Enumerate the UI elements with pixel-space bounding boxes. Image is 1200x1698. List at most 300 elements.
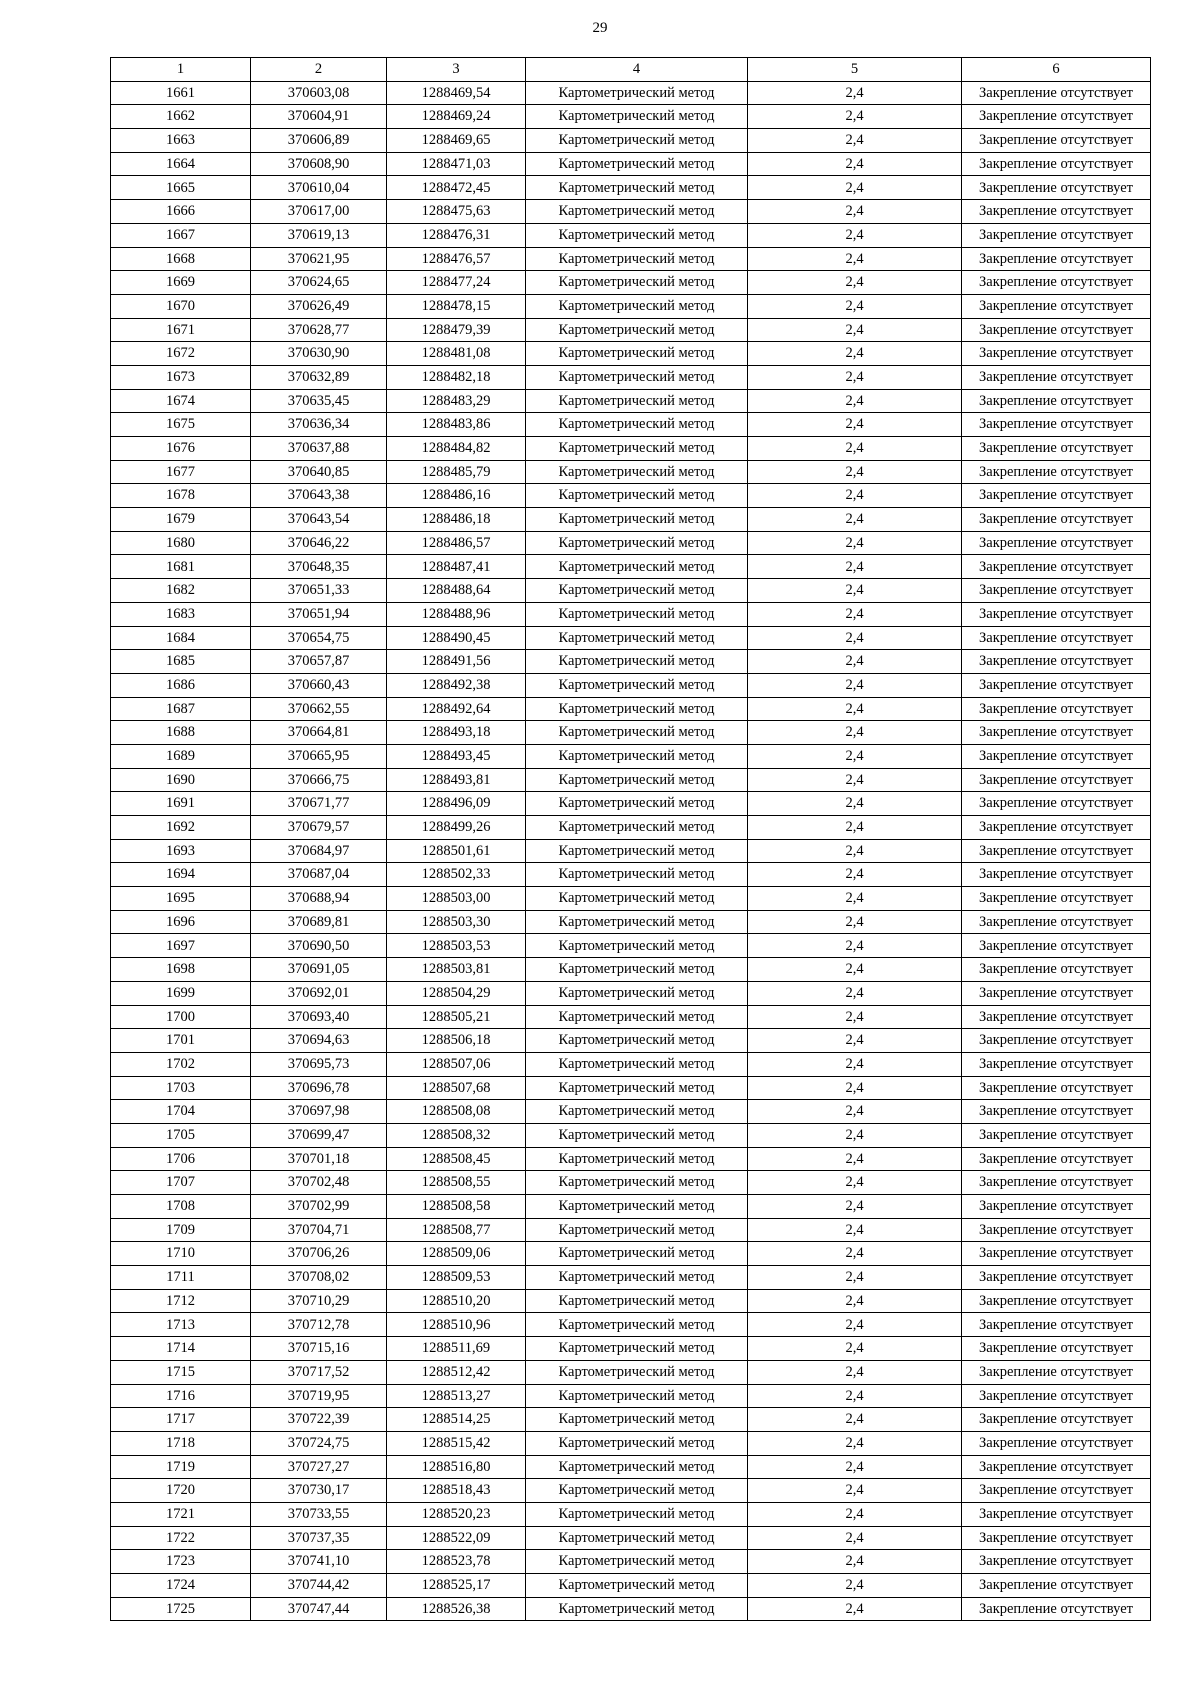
- fixing-description-cell: Закрепление отсутствует: [962, 1005, 1151, 1029]
- fixing-description-cell: Закрепление отсутствует: [962, 602, 1151, 626]
- fixing-description-cell: Закрепление отсутствует: [962, 1360, 1151, 1384]
- table-row: [111, 484, 1151, 508]
- table-row: [111, 1147, 1151, 1171]
- precision-cell: 2,4: [748, 1171, 962, 1195]
- fixing-description-cell: Закрепление отсутствует: [962, 1266, 1151, 1290]
- table-row: [111, 650, 1151, 674]
- fixing-description-cell: Закрепление отсутствует: [962, 792, 1151, 816]
- x-coordinate-cell: 370643,54: [251, 508, 387, 532]
- fixing-description-cell: Закрепление отсутствует: [962, 389, 1151, 413]
- table-row: [111, 1479, 1151, 1503]
- x-coordinate-cell: 370603,08: [251, 81, 387, 105]
- table-row: [111, 1455, 1151, 1479]
- method-cell: Картометрический метод: [526, 460, 748, 484]
- table-row: [111, 531, 1151, 555]
- table-row: [111, 200, 1151, 224]
- table-row: [111, 1266, 1151, 1290]
- point-number-cell: 1722: [111, 1526, 251, 1550]
- precision-cell: 2,4: [748, 531, 962, 555]
- x-coordinate-cell: 370666,75: [251, 768, 387, 792]
- precision-cell: 2,4: [748, 129, 962, 153]
- precision-cell: 2,4: [748, 816, 962, 840]
- x-coordinate-cell: 370695,73: [251, 1052, 387, 1076]
- x-coordinate-cell: 370630,90: [251, 342, 387, 366]
- fixing-description-cell: Закрепление отсутствует: [962, 1242, 1151, 1266]
- method-cell: Картометрический метод: [526, 1289, 748, 1313]
- y-coordinate-cell: 1288503,81: [387, 958, 526, 982]
- table-row: [111, 318, 1151, 342]
- method-cell: Картометрический метод: [526, 1100, 748, 1124]
- method-cell: Картометрический метод: [526, 1076, 748, 1100]
- x-coordinate-cell: 370637,88: [251, 437, 387, 461]
- y-coordinate-cell: 1288523,78: [387, 1550, 526, 1574]
- fixing-description-cell: Закрепление отсутствует: [962, 176, 1151, 200]
- table-row: [111, 271, 1151, 295]
- x-coordinate-cell: 370660,43: [251, 673, 387, 697]
- y-coordinate-cell: 1288486,57: [387, 531, 526, 555]
- precision-cell: 2,4: [748, 1147, 962, 1171]
- precision-cell: 2,4: [748, 81, 962, 105]
- fixing-description-cell: Закрепление отсутствует: [962, 1029, 1151, 1053]
- point-number-cell: 1674: [111, 389, 251, 413]
- point-number-cell: 1712: [111, 1289, 251, 1313]
- y-coordinate-cell: 1288513,27: [387, 1384, 526, 1408]
- x-coordinate-cell: 370626,49: [251, 294, 387, 318]
- precision-cell: 2,4: [748, 1076, 962, 1100]
- table-row: [111, 1502, 1151, 1526]
- precision-cell: 2,4: [748, 1100, 962, 1124]
- method-cell: Картометрический метод: [526, 1574, 748, 1598]
- x-coordinate-cell: 370690,50: [251, 934, 387, 958]
- y-coordinate-cell: 1288507,06: [387, 1052, 526, 1076]
- table-row: [111, 105, 1151, 129]
- y-coordinate-cell: 1288486,18: [387, 508, 526, 532]
- method-cell: Картометрический метод: [526, 1266, 748, 1290]
- method-cell: Картометрический метод: [526, 721, 748, 745]
- fixing-description-cell: Закрепление отсутствует: [962, 1550, 1151, 1574]
- method-cell: Картометрический метод: [526, 1502, 748, 1526]
- y-coordinate-cell: 1288478,15: [387, 294, 526, 318]
- point-number-cell: 1696: [111, 910, 251, 934]
- fixing-description-cell: Закрепление отсутствует: [962, 673, 1151, 697]
- precision-cell: 2,4: [748, 389, 962, 413]
- precision-cell: 2,4: [748, 958, 962, 982]
- precision-cell: 2,4: [748, 673, 962, 697]
- precision-cell: 2,4: [748, 1455, 962, 1479]
- method-cell: Картометрический метод: [526, 1550, 748, 1574]
- x-coordinate-cell: 370719,95: [251, 1384, 387, 1408]
- method-cell: Картометрический метод: [526, 816, 748, 840]
- method-cell: Картометрический метод: [526, 934, 748, 958]
- method-cell: Картометрический метод: [526, 910, 748, 934]
- method-cell: Картометрический метод: [526, 508, 748, 532]
- table-row: [111, 1337, 1151, 1361]
- fixing-description-cell: Закрепление отсутствует: [962, 1526, 1151, 1550]
- y-coordinate-cell: 1288499,26: [387, 816, 526, 840]
- method-cell: Картометрический метод: [526, 271, 748, 295]
- y-coordinate-cell: 1288525,17: [387, 1574, 526, 1598]
- fixing-description-cell: Закрепление отсутствует: [962, 1123, 1151, 1147]
- fixing-description-cell: Закрепление отсутствует: [962, 555, 1151, 579]
- fixing-description-cell: Закрепление отсутствует: [962, 460, 1151, 484]
- table-row: [111, 792, 1151, 816]
- x-coordinate-cell: 370646,22: [251, 531, 387, 555]
- y-coordinate-cell: 1288522,09: [387, 1526, 526, 1550]
- y-coordinate-cell: 1288492,64: [387, 697, 526, 721]
- fixing-description-cell: Закрепление отсутствует: [962, 342, 1151, 366]
- method-cell: Картометрический метод: [526, 223, 748, 247]
- point-number-cell: 1710: [111, 1242, 251, 1266]
- table-row: [111, 579, 1151, 603]
- point-number-cell: 1686: [111, 673, 251, 697]
- fixing-description-cell: Закрепление отсутствует: [962, 1313, 1151, 1337]
- y-coordinate-cell: 1288485,79: [387, 460, 526, 484]
- x-coordinate-cell: 370717,52: [251, 1360, 387, 1384]
- x-coordinate-cell: 370604,91: [251, 105, 387, 129]
- fixing-description-cell: Закрепление отсутствует: [962, 484, 1151, 508]
- x-coordinate-cell: 370648,35: [251, 555, 387, 579]
- precision-cell: 2,4: [748, 1479, 962, 1503]
- fixing-description-cell: Закрепление отсутствует: [962, 318, 1151, 342]
- x-coordinate-cell: 370724,75: [251, 1431, 387, 1455]
- point-number-cell: 1724: [111, 1574, 251, 1598]
- y-coordinate-cell: 1288508,55: [387, 1171, 526, 1195]
- y-coordinate-cell: 1288512,42: [387, 1360, 526, 1384]
- y-coordinate-cell: 1288503,30: [387, 910, 526, 934]
- y-coordinate-cell: 1288509,06: [387, 1242, 526, 1266]
- point-number-cell: 1721: [111, 1502, 251, 1526]
- y-coordinate-cell: 1288493,81: [387, 768, 526, 792]
- table-row: [111, 697, 1151, 721]
- y-coordinate-cell: 1288483,86: [387, 413, 526, 437]
- fixing-description-cell: Закрепление отсутствует: [962, 1076, 1151, 1100]
- precision-cell: 2,4: [748, 1550, 962, 1574]
- precision-cell: 2,4: [748, 294, 962, 318]
- method-cell: Картометрический метод: [526, 437, 748, 461]
- point-number-cell: 1679: [111, 508, 251, 532]
- precision-cell: 2,4: [748, 105, 962, 129]
- fixing-description-cell: Закрепление отсутствует: [962, 105, 1151, 129]
- fixing-description-cell: Закрепление отсутствует: [962, 531, 1151, 555]
- x-coordinate-cell: 370651,94: [251, 602, 387, 626]
- precision-cell: 2,4: [748, 981, 962, 1005]
- point-number-cell: 1707: [111, 1171, 251, 1195]
- x-coordinate-cell: 370657,87: [251, 650, 387, 674]
- precision-cell: 2,4: [748, 342, 962, 366]
- x-coordinate-cell: 370710,29: [251, 1289, 387, 1313]
- x-coordinate-cell: 370712,78: [251, 1313, 387, 1337]
- x-coordinate-cell: 370694,63: [251, 1029, 387, 1053]
- x-coordinate-cell: 370689,81: [251, 910, 387, 934]
- x-coordinate-cell: 370606,89: [251, 129, 387, 153]
- method-cell: Картометрический метод: [526, 1360, 748, 1384]
- x-coordinate-cell: 370702,99: [251, 1195, 387, 1219]
- fixing-description-cell: Закрепление отсутствует: [962, 768, 1151, 792]
- precision-cell: 2,4: [748, 1313, 962, 1337]
- fixing-description-cell: Закрепление отсутствует: [962, 744, 1151, 768]
- y-coordinate-cell: 1288510,20: [387, 1289, 526, 1313]
- method-cell: Картометрический метод: [526, 129, 748, 153]
- precision-cell: 2,4: [748, 1052, 962, 1076]
- precision-cell: 2,4: [748, 1337, 962, 1361]
- method-cell: Картометрический метод: [526, 1218, 748, 1242]
- precision-cell: 2,4: [748, 437, 962, 461]
- method-cell: Картометрический метод: [526, 1408, 748, 1432]
- x-coordinate-cell: 370688,94: [251, 887, 387, 911]
- x-coordinate-cell: 370621,95: [251, 247, 387, 271]
- point-number-cell: 1718: [111, 1431, 251, 1455]
- precision-cell: 2,4: [748, 602, 962, 626]
- table-row: [111, 1289, 1151, 1313]
- method-cell: Картометрический метод: [526, 697, 748, 721]
- header-col-3: 3: [387, 58, 526, 82]
- precision-cell: 2,4: [748, 887, 962, 911]
- point-number-cell: 1664: [111, 152, 251, 176]
- fixing-description-cell: Закрепление отсутствует: [962, 887, 1151, 911]
- x-coordinate-cell: 370737,35: [251, 1526, 387, 1550]
- point-number-cell: 1711: [111, 1266, 251, 1290]
- y-coordinate-cell: 1288503,53: [387, 934, 526, 958]
- y-coordinate-cell: 1288503,00: [387, 887, 526, 911]
- x-coordinate-cell: 370636,34: [251, 413, 387, 437]
- y-coordinate-cell: 1288516,80: [387, 1455, 526, 1479]
- method-cell: Картометрический метод: [526, 1029, 748, 1053]
- y-coordinate-cell: 1288510,96: [387, 1313, 526, 1337]
- point-number-cell: 1699: [111, 981, 251, 1005]
- precision-cell: 2,4: [748, 1123, 962, 1147]
- precision-cell: 2,4: [748, 247, 962, 271]
- x-coordinate-cell: 370722,39: [251, 1408, 387, 1432]
- table-row: [111, 1431, 1151, 1455]
- point-number-cell: 1701: [111, 1029, 251, 1053]
- method-cell: Картометрический метод: [526, 247, 748, 271]
- table-row: [111, 816, 1151, 840]
- precision-cell: 2,4: [748, 223, 962, 247]
- y-coordinate-cell: 1288515,42: [387, 1431, 526, 1455]
- page-number: 29: [592, 20, 608, 36]
- table-row: [111, 1123, 1151, 1147]
- point-number-cell: 1687: [111, 697, 251, 721]
- method-cell: Картометрический метод: [526, 579, 748, 603]
- y-coordinate-cell: 1288508,32: [387, 1123, 526, 1147]
- method-cell: Картометрический метод: [526, 673, 748, 697]
- fixing-description-cell: Закрепление отсутствует: [962, 437, 1151, 461]
- y-coordinate-cell: 1288490,45: [387, 626, 526, 650]
- table-row: [111, 1005, 1151, 1029]
- x-coordinate-cell: 370662,55: [251, 697, 387, 721]
- table-row: [111, 1313, 1151, 1337]
- precision-cell: 2,4: [748, 910, 962, 934]
- table-body: [111, 81, 1151, 1621]
- x-coordinate-cell: 370730,17: [251, 1479, 387, 1503]
- precision-cell: 2,4: [748, 152, 962, 176]
- point-number-cell: 1723: [111, 1550, 251, 1574]
- y-coordinate-cell: 1288504,29: [387, 981, 526, 1005]
- table-row: [111, 863, 1151, 887]
- method-cell: Картометрический метод: [526, 1384, 748, 1408]
- precision-cell: 2,4: [748, 1242, 962, 1266]
- method-cell: Картометрический метод: [526, 792, 748, 816]
- x-coordinate-cell: 370741,10: [251, 1550, 387, 1574]
- method-cell: Картометрический метод: [526, 200, 748, 224]
- y-coordinate-cell: 1288469,65: [387, 129, 526, 153]
- y-coordinate-cell: 1288507,68: [387, 1076, 526, 1100]
- x-coordinate-cell: 370715,16: [251, 1337, 387, 1361]
- table-row: [111, 721, 1151, 745]
- table-row: [111, 1029, 1151, 1053]
- fixing-description-cell: Закрепление отсутствует: [962, 1100, 1151, 1124]
- y-coordinate-cell: 1288508,58: [387, 1195, 526, 1219]
- y-coordinate-cell: 1288484,82: [387, 437, 526, 461]
- method-cell: Картометрический метод: [526, 887, 748, 911]
- precision-cell: 2,4: [748, 484, 962, 508]
- point-number-cell: 1704: [111, 1100, 251, 1124]
- fixing-description-cell: Закрепление отсутствует: [962, 1218, 1151, 1242]
- table-row: [111, 437, 1151, 461]
- table-row: [111, 1100, 1151, 1124]
- precision-cell: 2,4: [748, 508, 962, 532]
- point-number-cell: 1698: [111, 958, 251, 982]
- point-number-cell: 1693: [111, 839, 251, 863]
- x-coordinate-cell: 370701,18: [251, 1147, 387, 1171]
- precision-cell: 2,4: [748, 697, 962, 721]
- fixing-description-cell: Закрепление отсутствует: [962, 958, 1151, 982]
- table-row: [111, 1526, 1151, 1550]
- x-coordinate-cell: 370610,04: [251, 176, 387, 200]
- method-cell: Картометрический метод: [526, 1313, 748, 1337]
- method-cell: Картометрический метод: [526, 152, 748, 176]
- y-coordinate-cell: 1288469,54: [387, 81, 526, 105]
- x-coordinate-cell: 370664,81: [251, 721, 387, 745]
- fixing-description-cell: Закрепление отсутствует: [962, 1052, 1151, 1076]
- x-coordinate-cell: 370697,98: [251, 1100, 387, 1124]
- point-number-cell: 1691: [111, 792, 251, 816]
- point-number-cell: 1715: [111, 1360, 251, 1384]
- point-number-cell: 1688: [111, 721, 251, 745]
- x-coordinate-cell: 370692,01: [251, 981, 387, 1005]
- table-row: [111, 1384, 1151, 1408]
- fixing-description-cell: Закрепление отсутствует: [962, 413, 1151, 437]
- method-cell: Картометрический метод: [526, 365, 748, 389]
- method-cell: Картометрический метод: [526, 176, 748, 200]
- table-row: [111, 247, 1151, 271]
- x-coordinate-cell: 370619,13: [251, 223, 387, 247]
- method-cell: Картометрический метод: [526, 531, 748, 555]
- table-row: [111, 176, 1151, 200]
- y-coordinate-cell: 1288493,45: [387, 744, 526, 768]
- fixing-description-cell: Закрепление отсутствует: [962, 294, 1151, 318]
- method-cell: Картометрический метод: [526, 958, 748, 982]
- fixing-description-cell: Закрепление отсутствует: [962, 508, 1151, 532]
- fixing-description-cell: Закрепление отсутствует: [962, 1337, 1151, 1361]
- point-number-cell: 1689: [111, 744, 251, 768]
- point-number-cell: 1671: [111, 318, 251, 342]
- fixing-description-cell: Закрепление отсутствует: [962, 247, 1151, 271]
- precision-cell: 2,4: [748, 744, 962, 768]
- point-number-cell: 1719: [111, 1455, 251, 1479]
- table-row: [111, 839, 1151, 863]
- method-cell: Картометрический метод: [526, 294, 748, 318]
- method-cell: Картометрический метод: [526, 1337, 748, 1361]
- method-cell: Картометрический метод: [526, 1171, 748, 1195]
- fixing-description-cell: Закрепление отсутствует: [962, 1502, 1151, 1526]
- point-number-cell: 1676: [111, 437, 251, 461]
- header-col-2: 2: [251, 58, 387, 82]
- fixing-description-cell: Закрепление отсутствует: [962, 721, 1151, 745]
- table-row: [111, 152, 1151, 176]
- point-number-cell: 1716: [111, 1384, 251, 1408]
- y-coordinate-cell: 1288511,69: [387, 1337, 526, 1361]
- y-coordinate-cell: 1288508,08: [387, 1100, 526, 1124]
- fixing-description-cell: Закрепление отсутствует: [962, 1384, 1151, 1408]
- point-number-cell: 1690: [111, 768, 251, 792]
- point-number-cell: 1725: [111, 1597, 251, 1621]
- y-coordinate-cell: 1288476,57: [387, 247, 526, 271]
- method-cell: Картометрический метод: [526, 484, 748, 508]
- fixing-description-cell: Закрепление отсутствует: [962, 579, 1151, 603]
- method-cell: Картометрический метод: [526, 1455, 748, 1479]
- fixing-description-cell: Закрепление отсутствует: [962, 152, 1151, 176]
- precision-cell: 2,4: [748, 1526, 962, 1550]
- coordinates-table: [110, 57, 1151, 1621]
- precision-cell: 2,4: [748, 1574, 962, 1598]
- x-coordinate-cell: 370747,44: [251, 1597, 387, 1621]
- precision-cell: 2,4: [748, 1289, 962, 1313]
- y-coordinate-cell: 1288508,45: [387, 1147, 526, 1171]
- table-row: [111, 1360, 1151, 1384]
- table-row: [111, 1550, 1151, 1574]
- x-coordinate-cell: 370643,38: [251, 484, 387, 508]
- precision-cell: 2,4: [748, 176, 962, 200]
- method-cell: Картометрический метод: [526, 863, 748, 887]
- fixing-description-cell: Закрепление отсутствует: [962, 981, 1151, 1005]
- method-cell: Картометрический метод: [526, 626, 748, 650]
- x-coordinate-cell: 370733,55: [251, 1502, 387, 1526]
- x-coordinate-cell: 370693,40: [251, 1005, 387, 1029]
- table-row: [111, 555, 1151, 579]
- method-cell: Картометрический метод: [526, 768, 748, 792]
- table-row: [111, 1052, 1151, 1076]
- point-number-cell: 1695: [111, 887, 251, 911]
- table-row: [111, 958, 1151, 982]
- x-coordinate-cell: 370704,71: [251, 1218, 387, 1242]
- precision-cell: 2,4: [748, 721, 962, 745]
- precision-cell: 2,4: [748, 1502, 962, 1526]
- fixing-description-cell: Закрепление отсутствует: [962, 934, 1151, 958]
- point-number-cell: 1677: [111, 460, 251, 484]
- precision-cell: 2,4: [748, 1384, 962, 1408]
- method-cell: Картометрический метод: [526, 1431, 748, 1455]
- y-coordinate-cell: 1288514,25: [387, 1408, 526, 1432]
- table-row: [111, 673, 1151, 697]
- y-coordinate-cell: 1288508,77: [387, 1218, 526, 1242]
- method-cell: Картометрический метод: [526, 413, 748, 437]
- fixing-description-cell: Закрепление отсутствует: [962, 223, 1151, 247]
- x-coordinate-cell: 370654,75: [251, 626, 387, 650]
- point-number-cell: 1713: [111, 1313, 251, 1337]
- method-cell: Картометрический метод: [526, 1005, 748, 1029]
- x-coordinate-cell: 370706,26: [251, 1242, 387, 1266]
- x-coordinate-cell: 370651,33: [251, 579, 387, 603]
- point-number-cell: 1666: [111, 200, 251, 224]
- table-row: [111, 342, 1151, 366]
- x-coordinate-cell: 370632,89: [251, 365, 387, 389]
- method-cell: Картометрический метод: [526, 602, 748, 626]
- table-row: [111, 887, 1151, 911]
- fixing-description-cell: Закрепление отсутствует: [962, 1597, 1151, 1621]
- point-number-cell: 1685: [111, 650, 251, 674]
- x-coordinate-cell: 370628,77: [251, 318, 387, 342]
